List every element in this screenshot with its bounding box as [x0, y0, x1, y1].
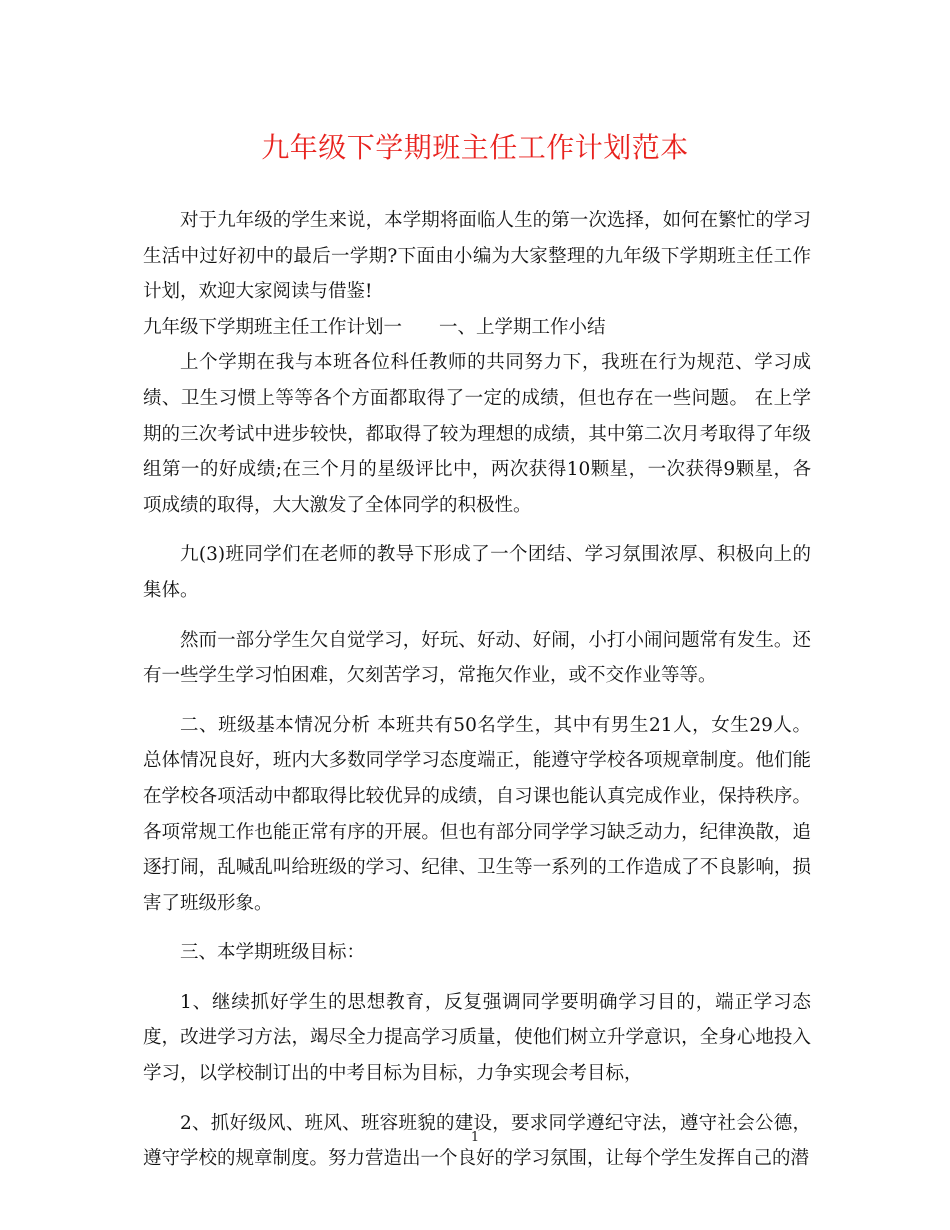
- paragraph-last-term-summary: 上个学期在我与本班各位科任教师的共同努力下，我班在行为规范、学习成绩、卫生习惯上等等各个方面都取得了一定的成绩，但也存在一些问题。 在上学期的三次考试中进步较快，都取得了较为理想的成绩，其中第二次月考取得了年级组第一的好成绩;在三个月的星级评比中，两次获得10颗星，一次获得9颗星，各项成绩的取得，大大激发了全体同学的积极性。: [143, 352, 811, 516]
- document-body: [143, 203, 811, 1177]
- page-number: 1: [470, 1130, 480, 1145]
- paragraph-class-collective: 九(3)班同学们在老师的教导下形成了一个团结、学习氛围浓厚、积极向上的集体。: [143, 544, 811, 601]
- document-title: 九年级下学期班主任工作计划范本: [261, 131, 689, 164]
- paragraph-class-analysis: 二、班级基本情况分析 本班共有50名学生，其中有男生21人，女生29人。总体情况良好，班内大多数同学学习态度端正，能遵守学校各项规章制度。他们能在学校各项活动中都取得比较优异的成绩，自习课也能认真完成作业，保持秩序。各项常规工作也能正常有序的开展。但也有部分同学学习缺乏动力，纪律涣散，追逐打闹，乱喊乱叫给班级的学习、纪律、卫生等一系列的工作造成了不良影响，损害了班级形象。: [143, 714, 811, 914]
- section-heading-plan-one: 九年级下学期班主任工作计划一 一、上学期工作小结: [143, 316, 606, 338]
- paragraph-goal-one: 1、继续抓好学生的思想教育，反复强调同学要明确学习目的，端正学习态度，改进学习方法，竭尽全力提高学习质量，使他们树立升学意识，全身心地投入学习，以学校制订出的中考目标为目标，力争实现会考目标，: [143, 991, 811, 1085]
- section-heading-goals: 三、本学期班级目标：: [180, 942, 366, 964]
- paragraph-goal-two: 2、抓好级风、班风、班容班貌的建设，要求同学遵纪守法，遵守社会公德，遵守学校的规章制度。努力营造出一个良好的学习氛围，让每个学生发挥自己的潜: [143, 1112, 811, 1170]
- paragraph-problems: 然而一部分学生欠自觉学习，好玩、好动、好闹，小打小闹问题常有发生。还有一些学生学习怕困难，欠刻苦学习，常拖欠作业，或不交作业等等。: [143, 629, 811, 687]
- intro-paragraph: 对于九年级的学生来说，本学期将面临人生的第一次选择，如何在繁忙的学习生活中过好初中的最后一学期?下面由小编为大家整理的九年级下学期班主任工作计划，欢迎大家阅读与借鉴!: [143, 210, 811, 303]
